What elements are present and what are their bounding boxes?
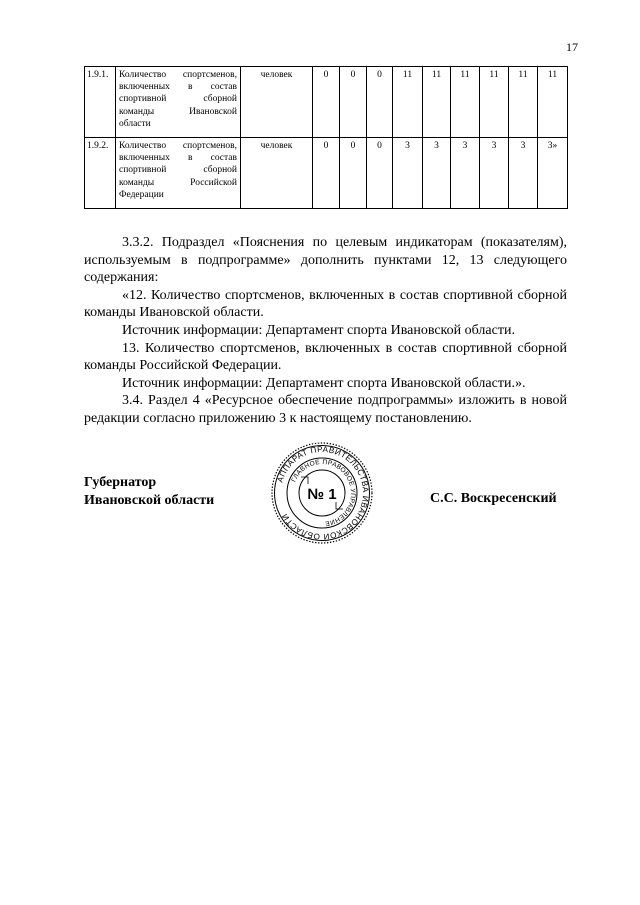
table-row — [85, 138, 568, 209]
value-cell: 11 — [480, 67, 509, 138]
body-text — [84, 234, 567, 428]
official-seal — [271, 442, 373, 544]
table-row — [85, 67, 568, 138]
value-cell: 11 — [423, 67, 451, 138]
value-cell: 0 — [313, 138, 340, 209]
paragraph: Источник информации: Департамент спорта Ивановской области.». — [122, 375, 526, 391]
value-cell: 0 — [367, 67, 393, 138]
value-cell: 0 — [340, 138, 367, 209]
indicators-table — [84, 66, 568, 209]
value-cell: 3 — [423, 138, 451, 209]
paragraph: 3.4. Раздел 4 «Ресурсное обеспечение подпрограммы» изложить в новой редакции согласно приложению 3 к настоящему постановлению. — [84, 393, 567, 426]
value-cell: 3 — [393, 138, 423, 209]
value-cell: 11 — [509, 67, 538, 138]
value-cell: 11 — [451, 67, 480, 138]
value-cell: 3» — [538, 138, 568, 209]
paragraph: 3.3.2. Подраздел «Пояснения по целевым индикаторам (показателям), используемым в подпрограмме» дополнить пунктами 12, 13 следующего содержания: — [84, 235, 567, 286]
unit-cell: человек — [241, 138, 313, 209]
signatory-region: Ивановской области — [84, 492, 215, 508]
value-cell: 3 — [480, 138, 509, 209]
page-number: 17 — [566, 40, 578, 54]
value-cell: 11 — [393, 67, 423, 138]
paragraph: Источник информации: Департамент спорта Ивановской области. — [122, 322, 515, 338]
paragraph: 13. Количество спортсменов, включенных в состав спортивной сборной команды Российской Федерации. — [84, 340, 567, 374]
row-number: 1.9.1. — [85, 67, 116, 138]
seal-number: № 1 — [307, 486, 337, 503]
seal-inner-text: ГЛАВНОЕ ПРАВОВОЕ УПРАВЛЕНИЕ — [290, 458, 357, 527]
seal-outer-text: АППАРАТ ПРАВИТЕЛЬСТВА ИВАНОВСКОЙ ОБЛАСТИ — [275, 444, 371, 542]
signatory-name: С.С. Воскресенский — [430, 491, 557, 506]
value-cell: 0 — [340, 67, 367, 138]
value-cell: 3 — [451, 138, 480, 209]
value-cell: 0 — [313, 67, 340, 138]
indicator-name: Количество спортсменов, включенных в состав спортивной сборной команды Ивановской области — [116, 67, 241, 138]
value-cell: 0 — [367, 138, 393, 209]
indicator-name: Количество спортсменов, включенных в состав спортивной сборной команды Российской Федерации — [116, 138, 241, 209]
signatory-title — [84, 474, 214, 509]
unit-cell: человек — [241, 67, 313, 138]
signatory-position: Губернатор — [84, 475, 157, 490]
paragraph: «12. Количество спортсменов, включенных в состав спортивной сборной команды Ивановской области. — [84, 287, 567, 321]
value-cell: 11 — [538, 67, 568, 138]
row-number: 1.9.2. — [85, 138, 116, 209]
value-cell: 3 — [509, 138, 538, 209]
